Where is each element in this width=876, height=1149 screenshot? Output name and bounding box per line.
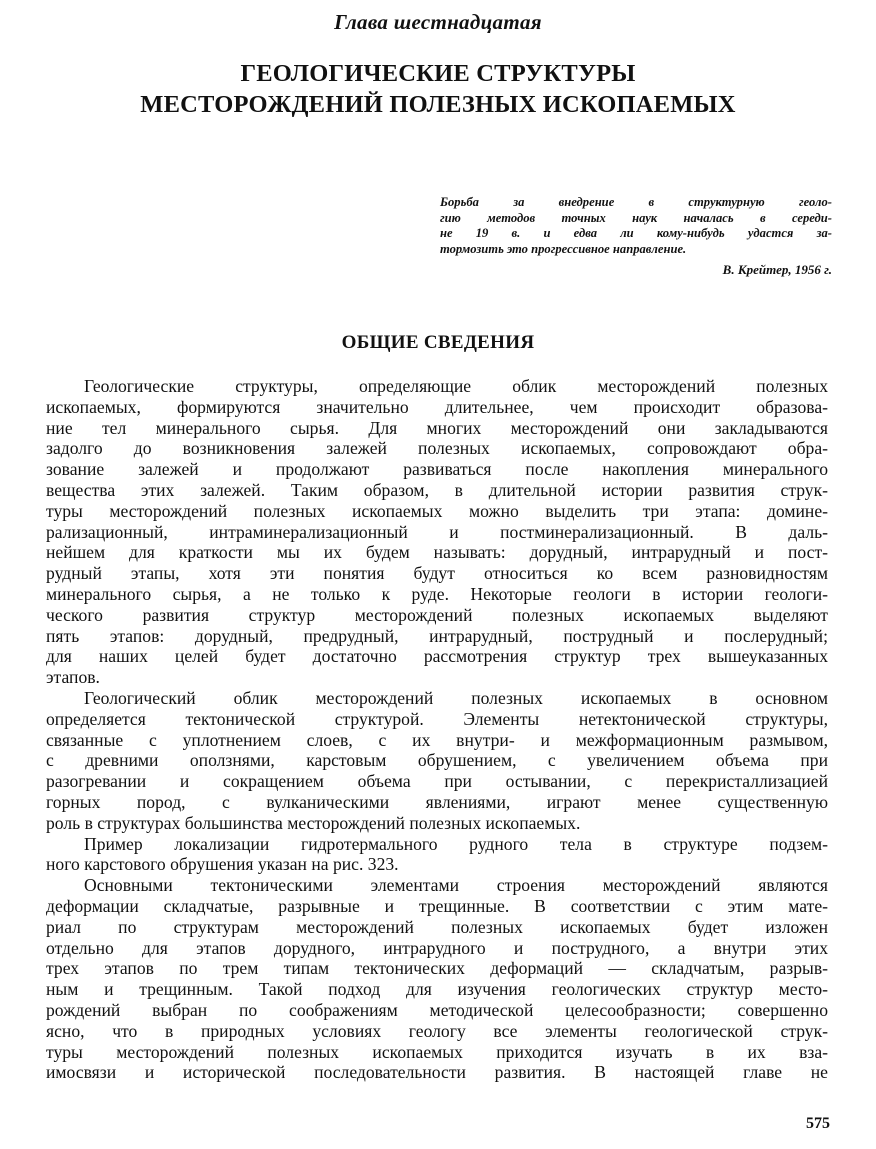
body-line: ние тел минерального сырья. Для многих месторождений они закладываются — [46, 417, 828, 438]
body-line: туры месторождений полезных ископаемых можно выделить три этапа: домине- — [46, 500, 828, 521]
body-line: разогревании и сокращением объема при остывании, с перекристаллизацией — [46, 771, 828, 792]
body-line: нейшем для краткости мы их будем называть: дорудный, интрарудный и пост- — [46, 542, 828, 563]
body-line: риал по структурам месторождений полезных ископаемых будет изложен — [46, 916, 828, 937]
body-line: ным и трещинным. Такой подход для изучения геологических структур место- — [46, 979, 828, 1000]
body-line: связанные с уплотнением слоев, с их внутри- и межформационным размывом, — [46, 729, 828, 750]
body-line: рождений выбран по соображениям методической целесообразности; совершенно — [46, 999, 828, 1020]
chapter-heading: Глава шестнадцатая — [334, 10, 542, 34]
body-line: горных пород, с вулканическими явлениями, играют менее существенную — [46, 791, 828, 812]
section-title: ОБЩИЕ СВЕДЕНИЯ — [341, 332, 535, 353]
body-line: деформации складчатые, разрывные и трещинные. В соответствии с этим мате- — [46, 895, 828, 916]
epigraph-author: В. Крейтер, 1956 г. — [722, 262, 832, 277]
chapter-title-line: ГЕОЛОГИЧЕСКИЕ СТРУКТУРЫ — [240, 60, 636, 87]
body-line: Геологический облик месторождений полезных ископаемых в основном — [84, 687, 828, 708]
body-line: Геологические структуры, определяющие облик месторождений полезных — [84, 376, 828, 396]
body-line: определяется тектонической структурой. Элементы нетектонической структуры, — [46, 708, 828, 729]
body-line: отдельно для этапов дорудного, интрарудного и пострудного, а внутри этих — [46, 937, 828, 958]
body-line: рудный этапы, хотя эти понятия будут относиться ко всем разновидностям — [46, 563, 828, 584]
epigraph-line: тормозить это прогрессивное направление. — [440, 241, 687, 256]
body-line: пять этапов: дорудный, предрудный, интрарудный, пострудный и послерудный; — [46, 625, 828, 646]
body-line: с древними оползнями, карстовым обрушением, с увеличением объема при — [46, 750, 828, 771]
chapter-title-line: МЕСТОРОЖДЕНИЙ ПОЛЕЗНЫХ ИСКОПАЕМЫХ — [140, 91, 736, 118]
body-line: для наших целей будет достаточно рассмотрения структур трех вышеуказанных — [46, 646, 828, 667]
epigraph-line: Борьба за внедрение в структурную геоло- — [440, 195, 832, 209]
body-line: этапов. — [46, 667, 100, 688]
body-line: ясно, что в природных условиях геологу все элементы геологической струк- — [46, 1020, 828, 1041]
body-line: ческого развития структур месторождений полезных ископаемых выделяют — [46, 604, 828, 625]
body-text — [46, 376, 828, 1083]
body-line: минерального сырья, а не только к руде. Некоторые геологи в истории геологи- — [46, 583, 828, 604]
body-line: рализационный, интраминерализационный и постминерализационный. В даль- — [46, 521, 828, 542]
body-line: Основными тектоническими элементами строения месторождений являются — [84, 875, 828, 896]
body-line: Пример локализации гидротермального рудного тела в структуре подзем- — [84, 833, 828, 854]
epigraph — [440, 195, 832, 257]
chapter-title — [60, 58, 816, 120]
page-number: 575 — [806, 1115, 830, 1132]
body-line: ного карстового обрушения указан на рис. 323. — [46, 854, 399, 875]
body-line: трех этапов по трем типам тектонических деформаций — складчатым, разрыв- — [46, 958, 828, 979]
epigraph-line: не 19 в. и едва ли кому-нибудь удастся за- — [440, 226, 832, 241]
body-line: туры месторождений полезных ископаемых приходится изучать в их вза- — [46, 1041, 828, 1062]
body-line: имосвязи и исторической последовательности развития. В настоящей главе не — [46, 1062, 828, 1083]
body-line: роль в структурах большинства месторождений полезных ископаемых. — [46, 812, 581, 833]
body-line: зование залежей и продолжают развиваться после накопления минерального — [46, 459, 828, 480]
body-line: задолго до возникновения залежей полезных ископаемых, сопровождают обра- — [46, 438, 828, 459]
body-line: ископаемых, формируются значительно длительнее, чем происходит образова- — [46, 396, 828, 417]
epigraph-line: гию методов точных наук началась в середи- — [440, 210, 832, 225]
body-line: вещества этих залежей. Таким образом, в длительной истории развития струк- — [46, 479, 828, 500]
